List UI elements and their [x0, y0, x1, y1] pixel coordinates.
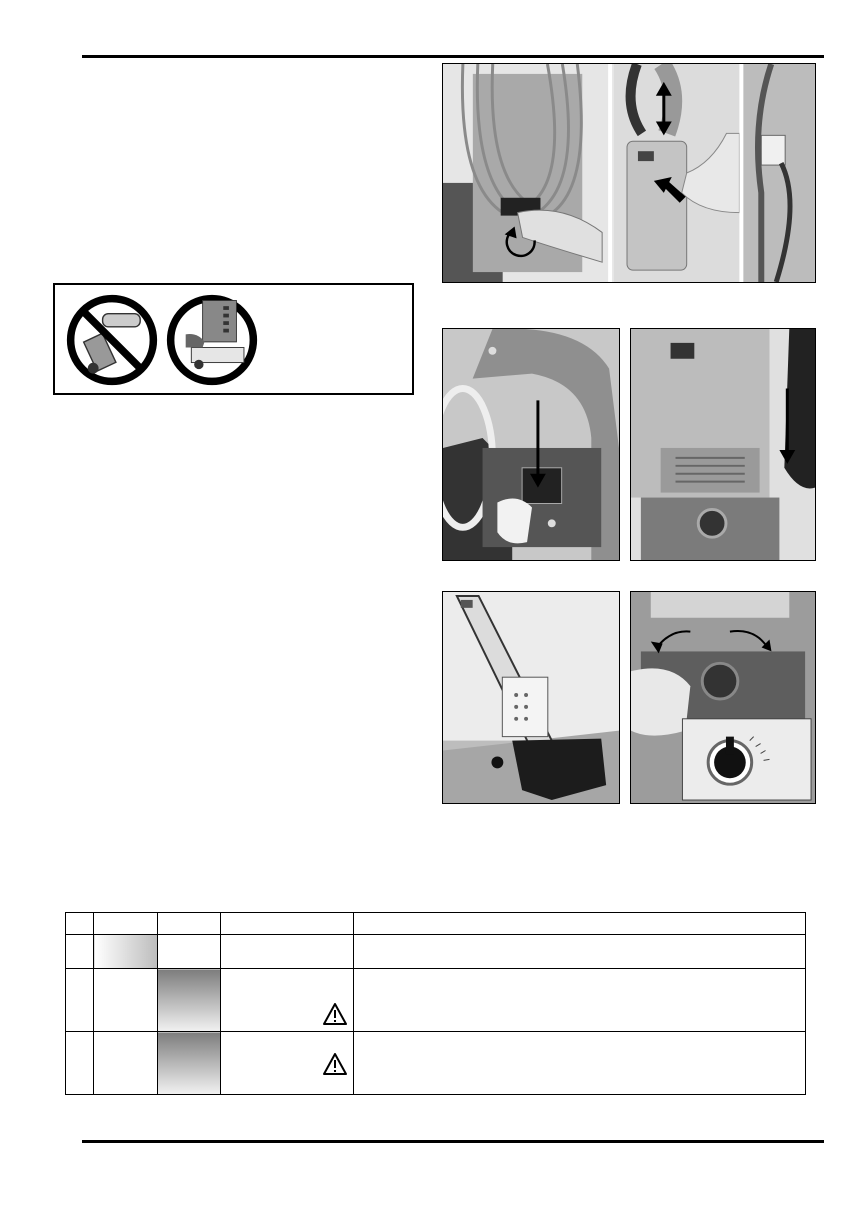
notice-box	[53, 283, 414, 395]
handle-lowered-photo	[630, 328, 816, 561]
machine-upright-photo	[442, 591, 620, 804]
warning-icon	[322, 1052, 348, 1076]
table-cell	[354, 913, 806, 935]
table-cell	[66, 969, 94, 1032]
power-switch-photo	[442, 328, 620, 561]
table-cell	[354, 969, 806, 1032]
table-cell	[158, 969, 221, 1032]
table-row	[66, 969, 806, 1032]
table-cell	[158, 1032, 221, 1095]
table-cell	[94, 913, 158, 935]
table-cell	[66, 1032, 94, 1095]
table-cell	[94, 1032, 158, 1095]
table-cell	[94, 969, 158, 1032]
mandatory-foot-icon	[163, 293, 261, 387]
table-cell	[158, 913, 221, 935]
warning-icon	[322, 1002, 348, 1026]
table-cell	[66, 913, 94, 935]
table-row	[66, 935, 806, 969]
spec-table	[65, 912, 806, 1095]
height-dial-photo	[630, 591, 816, 804]
table-cell	[94, 935, 158, 969]
table-cell	[221, 1032, 354, 1095]
cord-storage-photo	[442, 63, 816, 283]
table-row	[66, 913, 806, 935]
table-cell	[354, 935, 806, 969]
table-cell	[158, 935, 221, 969]
table-cell	[221, 969, 354, 1032]
table-cell	[354, 1032, 806, 1095]
prohibited-icon	[63, 293, 161, 387]
table-cell	[221, 913, 354, 935]
header-rule	[82, 55, 824, 58]
table-row	[66, 1032, 806, 1095]
table-cell	[221, 935, 354, 969]
table-cell	[66, 935, 94, 969]
footer-rule	[82, 1140, 824, 1143]
